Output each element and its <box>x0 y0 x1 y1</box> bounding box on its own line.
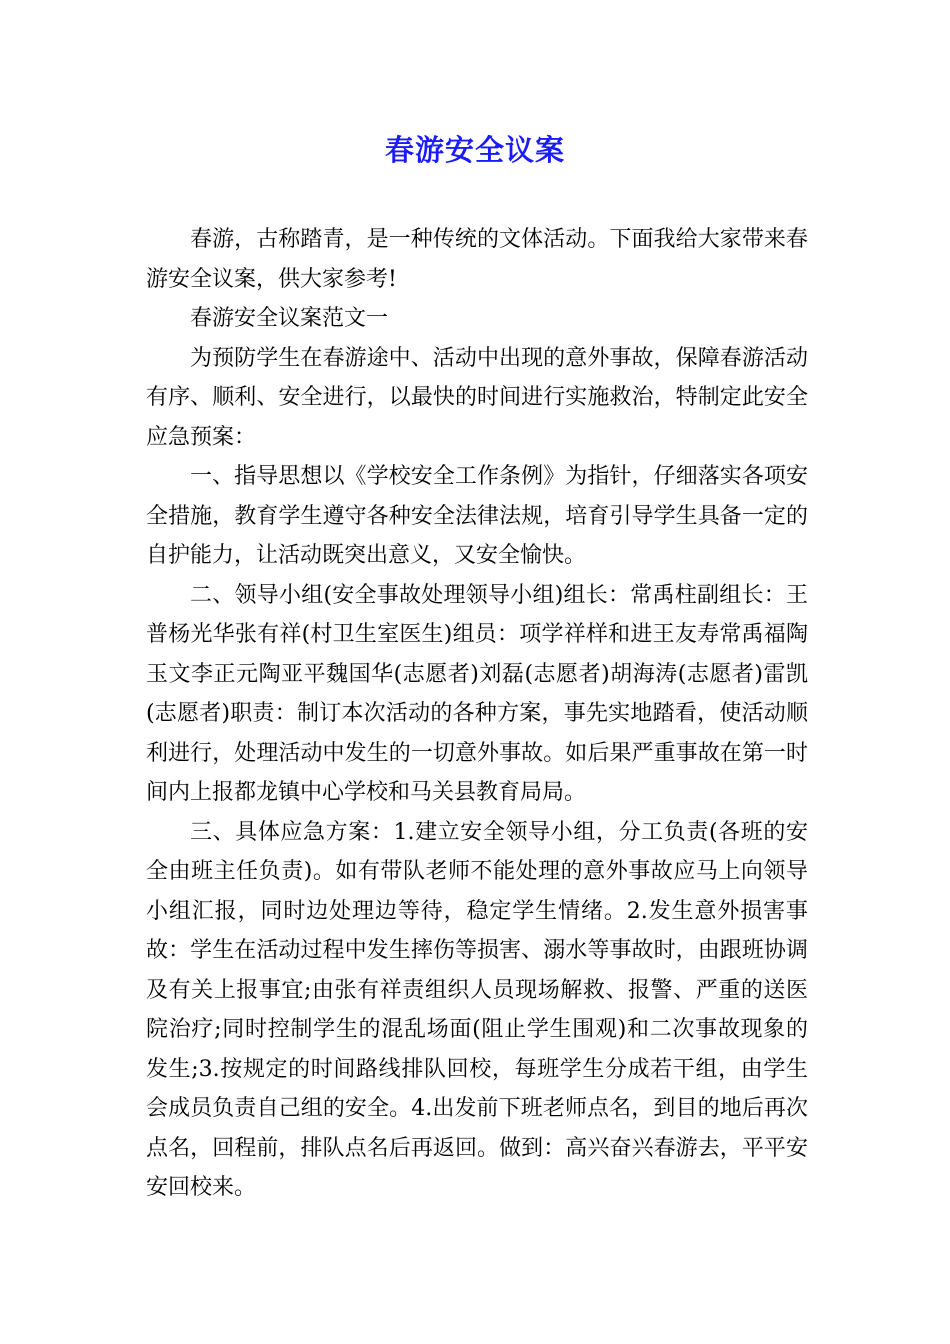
paragraph-leadership-group: 二、领导小组(安全事故处理领导小组)组长：常禹柱副组长：王普杨光华张有祥(村卫生室医生)组员：项学祥样和进王友寿常禹福陶玉文李正元陶亚平魏国华(志愿者)刘磊(志愿者)胡海涛(志愿者)雷凯(志愿者)职责：制订本次活动的各种方案，事先实地踏看，使活动顺利进行，处理活动中发生的一切意外事故。如后果严重事故在第一时间内上报都龙镇中心学校和马关县教育局局。 <box>146 582 808 805</box>
paragraph-purpose: 为预防学生在春游途中、活动中出现的意外事故，保障春游活动有序、顺利、安全进行，以最快的时间进行实施救治，特制定此安全应急预案： <box>146 345 808 450</box>
document-body <box>146 220 808 1208</box>
document-title: 春游安全议案 <box>384 133 565 167</box>
paragraph-emergency-plan: 三、具体应急方案：1.建立安全领导小组，分工负责(各班的安全由班主任负责)。如有带队老师不能处理的意外事故应马上向领导小组汇报，同时边处理边等待，稳定学生情绪。2.发生意外损害事故：学生在活动过程中发生摔伤等损害、溺水等事故时，由跟班协调及有关上报事宜;由张有祥责组织人员现场解救、报警、严重的送医院治疗;同时控制学生的混乱场面(阻止学生围观)和二次事故现象的发生;3.按规定的时间路线排队回校，每班学生分成若干组，由学生会成员负责自己组的安全。4.出发前下班老师点名，到目的地后再次点名，回程前，排队点名后再返回。做到：高兴奋兴春游去，平平安安回校来。 <box>146 819 808 1200</box>
paragraph-sample-heading: 春游安全议案范文一 <box>190 306 389 331</box>
paragraph-guiding-principle: 一、指导思想以《学校安全工作条例》为指针，仔细落实各项安全措施，教育学生遵守各种安全法律法规，培育引导学生具备一定的自护能力，让活动既突出意义，又安全愉快。 <box>146 464 808 568</box>
paragraph-intro: 春游，古称踏青，是一种传统的文体活动。下面我给大家带来春游安全议案，供大家参考! <box>146 227 808 292</box>
